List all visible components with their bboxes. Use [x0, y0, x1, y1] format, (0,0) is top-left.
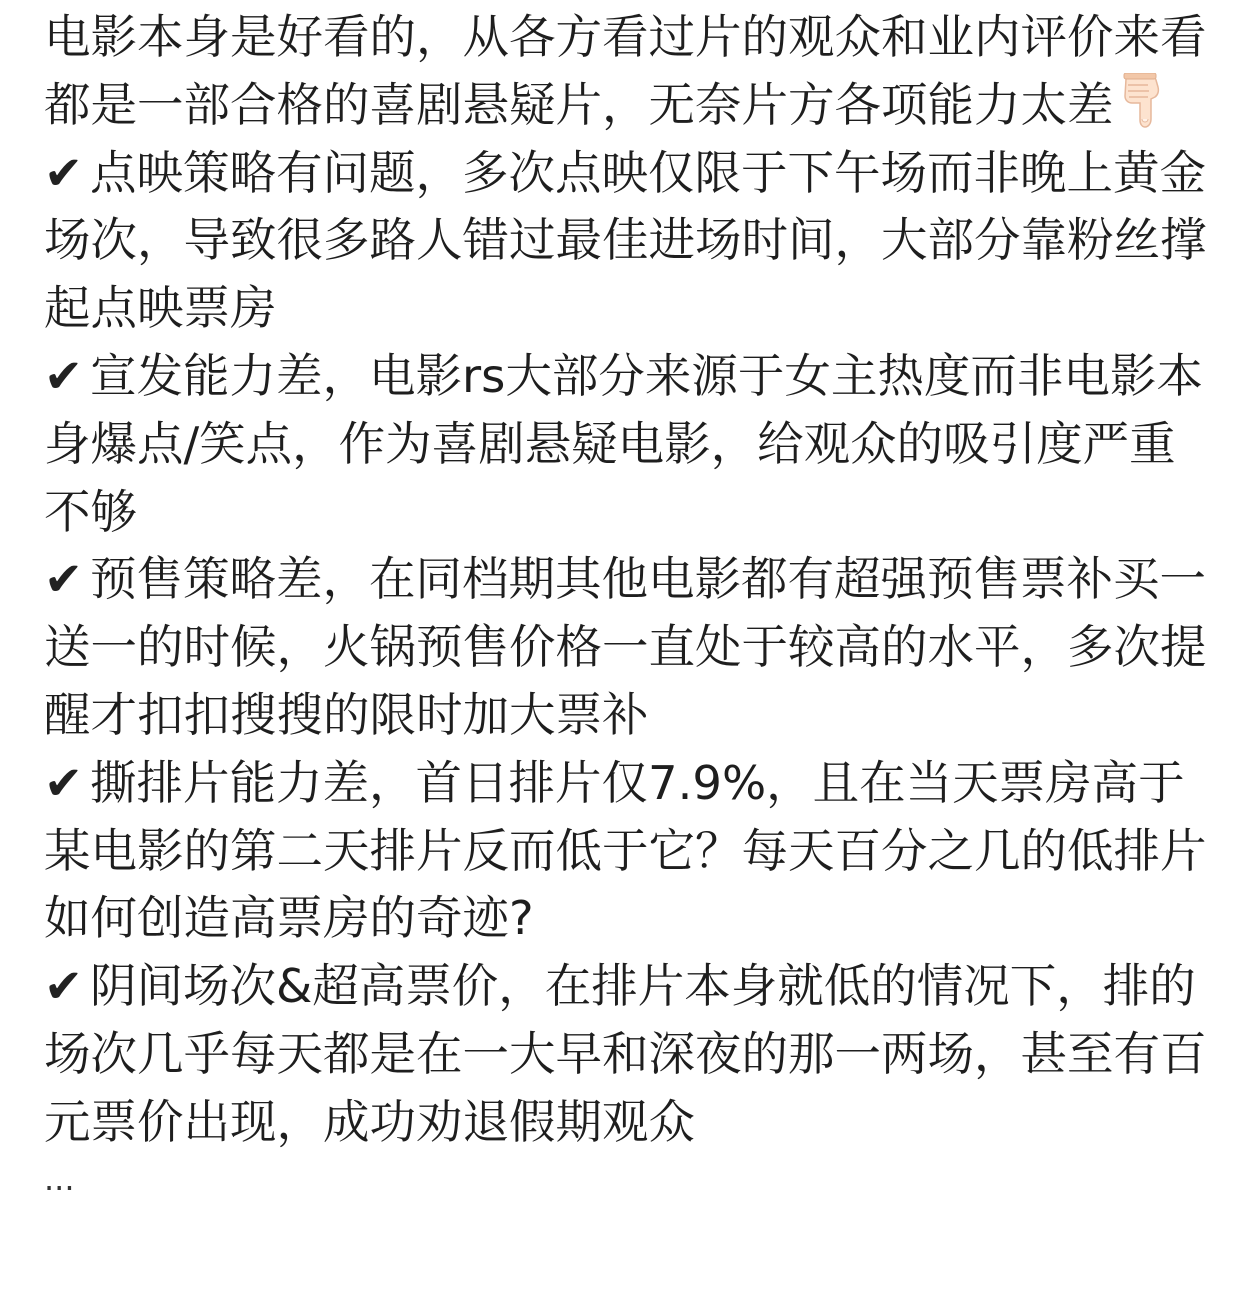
point-text: 预售策略差，在同档期其他电影都有超强预售票补买一送一的时候，火锅预售价格一直处于较高的水平，多次提醒才扣扣搜搜的限时加大票补	[44, 552, 1207, 742]
point-item	[44, 750, 1222, 953]
intro-text: 电影本身是好看的，从各方看过片的观众和业内评价来看都是一部合格的喜剧悬疑片，无奈片方各项能力太差	[44, 10, 1207, 132]
point-item	[44, 546, 1222, 749]
check-mark-icon: ✔	[44, 552, 83, 607]
check-mark-icon: ✔	[44, 755, 83, 810]
point-item	[44, 343, 1222, 546]
point-text: 阴间场次&超高票价，在排片本身就低的情况下，排的场次几乎每天都是在一大早和深夜的那一两场，甚至有百元票价出现，成功劝退假期观众	[44, 959, 1207, 1149]
point-item	[44, 140, 1222, 343]
post-body	[44, 4, 1222, 1199]
point-text: 点映策略有问题，多次点映仅限于下午场而非晚上黄金场次，导致很多路人错过最佳进场时间，大部分靠粉丝撑起点映票房	[44, 145, 1207, 336]
intro-paragraph	[44, 4, 1222, 140]
check-mark-icon: ✔	[44, 145, 83, 200]
check-mark-icon: ✔	[44, 959, 83, 1014]
check-mark-icon: ✔	[44, 348, 83, 403]
point-text: 撕排片能力差，首日排片仅7.9%，且在当天票房高于某电影的第二天排片反而低于它？每天百分之几的低排片如何创造高票房的奇迹?	[44, 755, 1207, 946]
ellipsis-text: ...	[44, 1159, 75, 1198]
point-text: 宣发能力差，电影rs大部分来源于女主热度而非电影本身爆点/笑点，作为喜剧悬疑电影，给观众的吸引度严重不够	[44, 348, 1203, 539]
backhand-index-pointing-down-icon	[1118, 73, 1170, 129]
point-item	[44, 953, 1222, 1156]
